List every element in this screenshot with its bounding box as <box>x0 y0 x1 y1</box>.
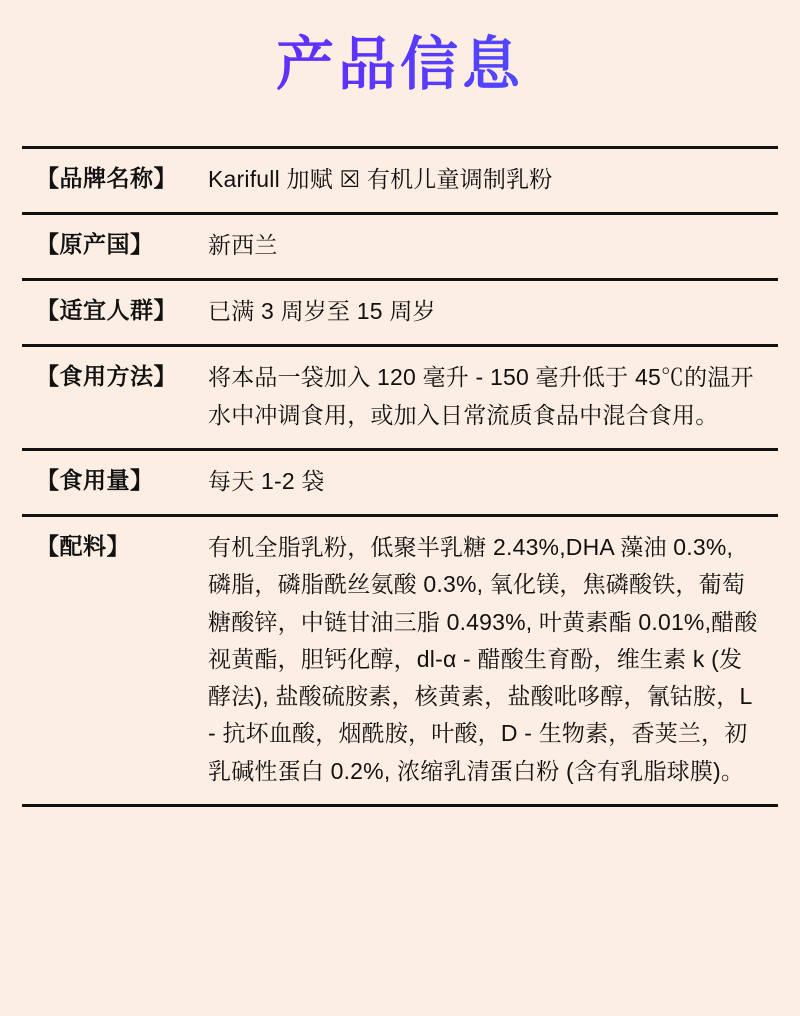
row-label: 【食用方法】 <box>36 363 177 390</box>
table-row <box>22 517 778 807</box>
table-row <box>22 149 778 215</box>
row-value: 将本品一袋加入 120 毫升 - 150 毫升低于 45℃的温开水中冲调食用，或加入日常流质食品中混合食用。 <box>208 364 754 428</box>
table-row <box>22 347 778 451</box>
row-value: 每天 1-2 袋 <box>208 467 325 494</box>
row-label: 【品牌名称】 <box>36 164 177 191</box>
row-value: Karifull 加赋 ☒ 有机儿童调制乳粉 <box>208 165 553 192</box>
page-title: 产品信息 <box>0 0 800 100</box>
bottom-spacer <box>0 807 800 835</box>
row-value: 有机全脂乳粉，低聚半乳糖 2.43%,DHA 藻油 0.3%, 磷脂，磷脂酰丝氨酸 0.3%, 氧化镁，焦磷酸铁，葡萄糖酸锌，中链甘油三脂 0.493%, 叶黄素酯 0.01%,醋酸视黄酯，胆钙化醇，dl-α - 醋酸生育酚，维生素 k (发酵法), 盐酸硫胺素，核黄素，盐酸吡哆醇，氰钴胺，L - 抗坏血酸，烟酰胺，叶酸，D - 生物素，香荚兰，初乳碱性蛋白 0.2%, 浓缩乳清蛋白粉 (含有乳脂球膜)。 <box>208 534 758 784</box>
row-label: 【原产国】 <box>36 230 154 257</box>
table-row <box>22 215 778 281</box>
row-label: 【配料】 <box>36 533 130 560</box>
table-row <box>22 281 778 347</box>
table-row <box>22 451 778 517</box>
row-value: 已满 3 周岁至 15 周岁 <box>208 298 436 325</box>
row-label: 【适宜人群】 <box>36 297 177 324</box>
row-value: 新西兰 <box>208 231 278 258</box>
product-info-table <box>22 146 778 807</box>
row-label: 【食用量】 <box>36 466 154 493</box>
